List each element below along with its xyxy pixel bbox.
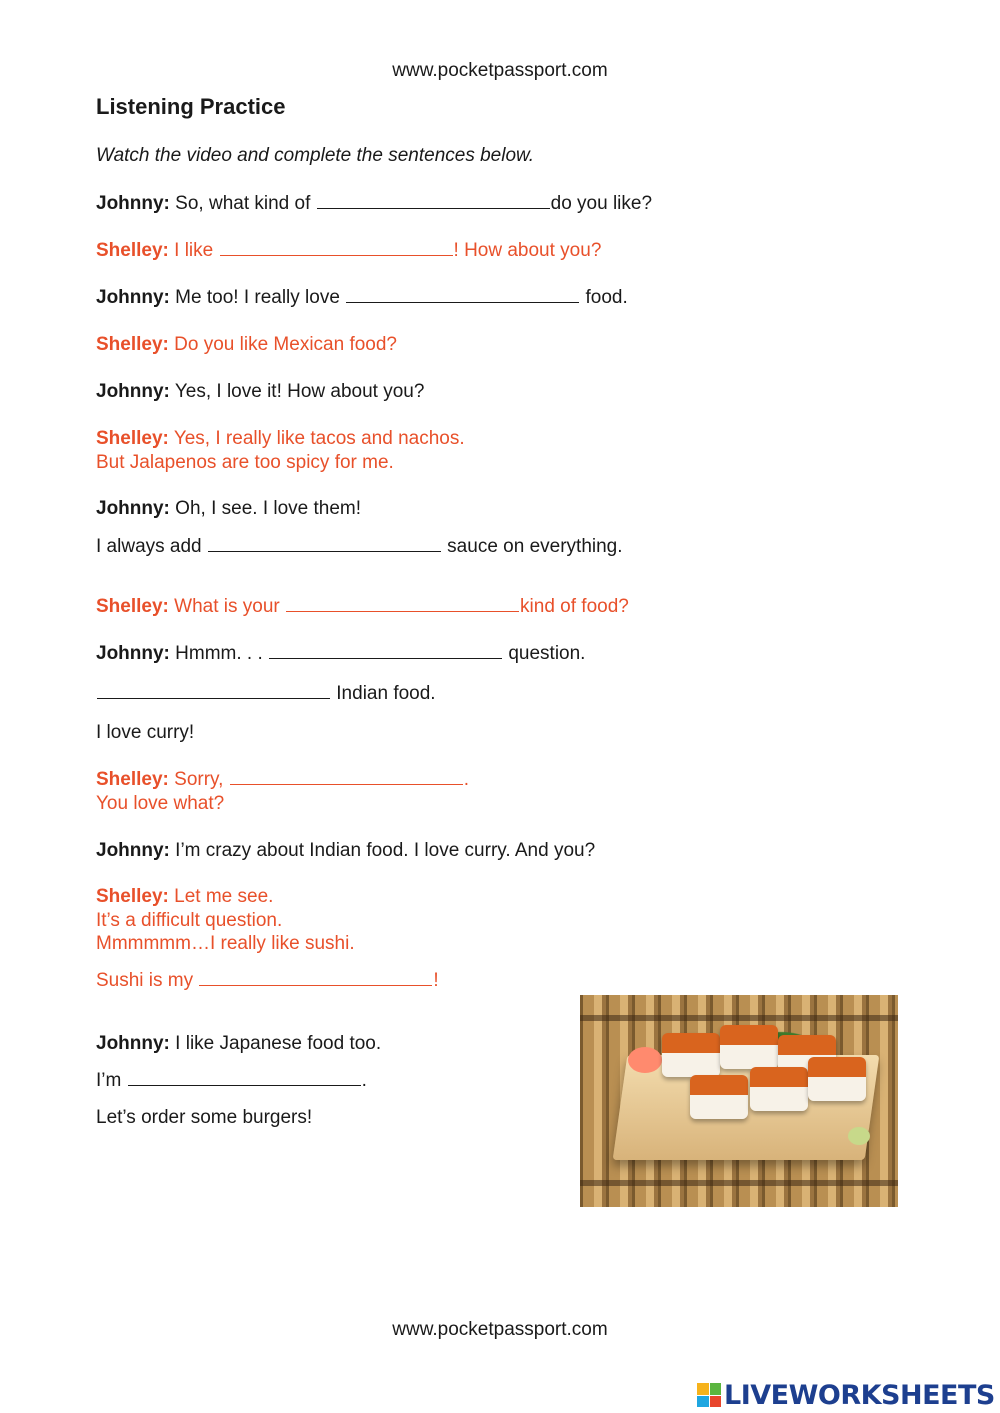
- line-text: Sushi is my: [96, 970, 199, 991]
- header-url[interactable]: www.pocketpassport.com: [392, 60, 608, 81]
- speaker-label: Johnny:: [96, 840, 170, 861]
- line-text: I like Japanese food too.: [175, 1033, 382, 1054]
- answer-blank[interactable]: [97, 682, 330, 699]
- answer-blank[interactable]: [269, 642, 502, 659]
- dialogue-line-19: [96, 1106, 312, 1130]
- answer-blank[interactable]: [230, 768, 463, 785]
- line-text: .: [361, 1070, 367, 1091]
- line-text: I’m crazy about Indian food. I love curry. And you?: [175, 840, 596, 861]
- line-text: Yes, I really like tacos and nachos.: [173, 428, 465, 449]
- line-text: kind of food?: [520, 596, 629, 617]
- line-text: Let’s order some burgers!: [96, 1107, 313, 1128]
- answer-blank[interactable]: [220, 239, 453, 256]
- liveworksheets-logo[interactable]: [697, 1377, 995, 1413]
- page-title: Listening Practice: [96, 94, 286, 119]
- line-text: Me too! I really love: [175, 287, 346, 308]
- dialogue-line-2: [96, 239, 601, 263]
- answer-blank[interactable]: [317, 192, 550, 209]
- speaker-label: Johnny:: [96, 498, 170, 519]
- dialogue-line-18: [96, 1069, 367, 1093]
- line-text: !: [433, 970, 439, 991]
- answer-blank[interactable]: [199, 969, 432, 986]
- line-text: question.: [503, 643, 586, 664]
- line-text: Do you like Mexican food?: [174, 334, 397, 355]
- speaker-label: Johnny:: [96, 381, 170, 402]
- speaker-label: Johnny:: [96, 193, 170, 214]
- dialogue-line-8: [96, 535, 623, 559]
- dialogue-line-14: [96, 839, 595, 863]
- line-text: Indian food.: [331, 683, 436, 704]
- answer-blank[interactable]: [346, 286, 579, 303]
- instructions: Watch the video and complete the sentences below.: [96, 145, 534, 166]
- speaker-label: Shelley:: [96, 596, 169, 617]
- answer-blank[interactable]: [286, 595, 519, 612]
- dialogue-line-12: [96, 721, 194, 745]
- dialogue-line-17: [96, 1032, 381, 1056]
- dialogue-line-7: [96, 497, 361, 521]
- dialogue-line-10: [96, 642, 585, 666]
- speaker-label: Shelley:: [96, 334, 169, 355]
- speaker-label: Shelley:: [96, 886, 169, 907]
- liveworksheets-icon: [697, 1383, 721, 1407]
- liveworksheets-brand: LIVEWORKSHEETS: [724, 1379, 995, 1411]
- line-text: You love what?: [96, 792, 225, 814]
- dialogue-line-3: [96, 286, 628, 310]
- line-text: I always add: [96, 536, 207, 557]
- line-text: I’m: [96, 1070, 127, 1091]
- speaker-label: Johnny:: [96, 643, 170, 664]
- dialogue-line-15: [96, 885, 355, 956]
- speaker-label: Johnny:: [96, 287, 170, 308]
- line-text: Mmmmmm…I really like sushi.: [96, 933, 355, 954]
- line-text: What is your: [174, 596, 286, 617]
- speaker-label: Shelley:: [96, 428, 169, 449]
- sushi-photo: [580, 995, 898, 1207]
- speaker-label: Shelley:: [96, 240, 169, 261]
- dialogue-line-6: [96, 427, 465, 474]
- speaker-label: Shelley:: [96, 769, 169, 790]
- line-text: But Jalapenos are too spicy for me.: [96, 451, 394, 473]
- line-text: Hmmm. . .: [175, 643, 269, 664]
- line-text: I like: [174, 240, 219, 261]
- line-text: So, what kind of: [175, 193, 316, 214]
- dialogue-line-5: [96, 380, 424, 404]
- line-text: ! How about you?: [453, 240, 602, 261]
- line-text: I love curry!: [96, 722, 195, 743]
- footer-url[interactable]: www.pocketpassport.com: [392, 1319, 608, 1340]
- line-text: do you like?: [550, 193, 653, 214]
- line-text: It’s a difficult question.: [96, 909, 283, 931]
- line-text: sauce on everything.: [441, 536, 623, 557]
- line-text: Let me see.: [174, 886, 274, 907]
- answer-blank[interactable]: [128, 1069, 361, 1086]
- dialogue-line-9: [96, 595, 629, 619]
- dialogue-line-13: [96, 768, 469, 815]
- line-text: Oh, I see. I love them!: [175, 498, 362, 519]
- dialogue-line-11: [96, 682, 436, 706]
- line-text: Sorry,: [174, 769, 229, 790]
- line-text: Yes, I love it! How about you?: [174, 381, 425, 402]
- line-text: .: [463, 769, 469, 790]
- dialogue-line-1: [96, 192, 652, 216]
- dialogue-line-16: [96, 969, 439, 993]
- dialogue-line-4: [96, 333, 397, 357]
- line-text: food.: [580, 287, 628, 308]
- speaker-label: Johnny:: [96, 1033, 170, 1054]
- answer-blank[interactable]: [208, 535, 441, 552]
